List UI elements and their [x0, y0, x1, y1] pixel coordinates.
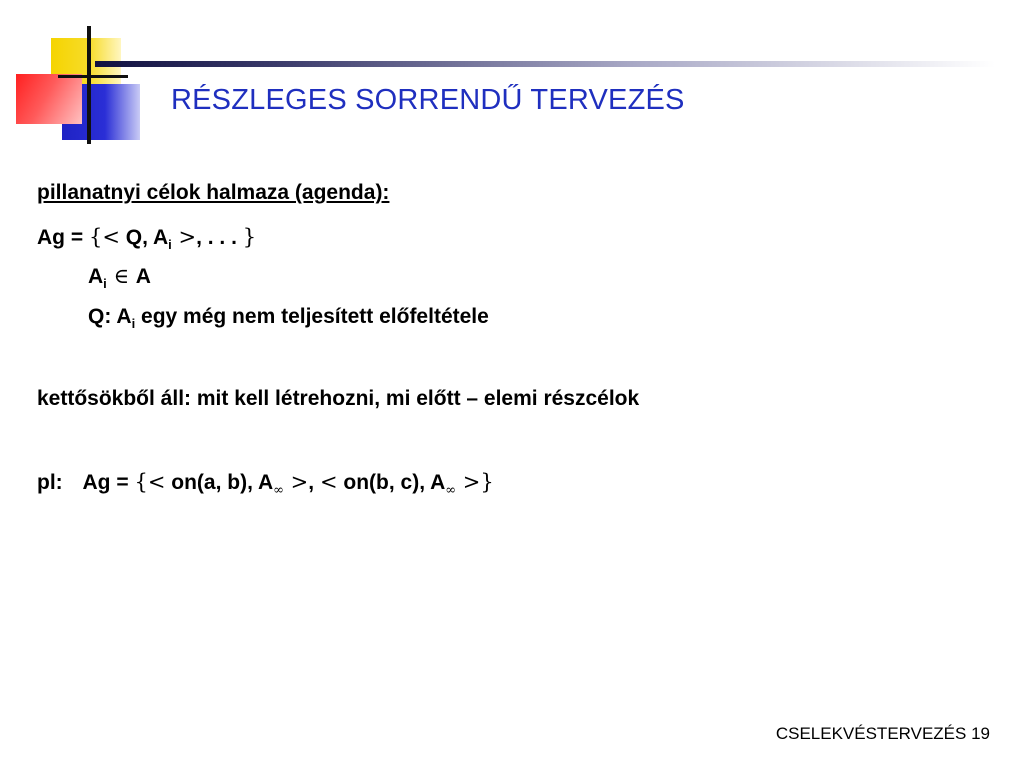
q-and-a: Q, A — [119, 226, 169, 249]
infinity-subscript: ∞ — [273, 483, 284, 498]
less-than-symbol: < — [319, 470, 338, 494]
agenda-definition — [37, 225, 256, 257]
logo-decoration — [0, 0, 160, 150]
greater-than-symbol: > — [456, 470, 481, 494]
close-brace: } — [480, 470, 494, 494]
logo-red-square — [16, 74, 82, 124]
ellipsis-text: , . . . — [196, 226, 243, 249]
logo-horizontal-line — [58, 75, 128, 78]
q-prefix: Q: A — [88, 305, 132, 328]
ag-prefix: Ag = — [37, 226, 89, 249]
slide-footer: CSELEKVÉSTERVEZÉS 19 — [775, 724, 990, 743]
open-brace: { — [134, 470, 148, 494]
close-brace: } — [242, 225, 257, 249]
set-a: A — [135, 265, 151, 288]
open-brace: { — [88, 225, 103, 249]
example-pair-1: on(a, b), A — [165, 471, 274, 494]
subscript-i: i — [168, 237, 172, 252]
example-line — [37, 470, 494, 503]
title-rule — [95, 61, 995, 67]
slide-title: RÉSZLEGES SORRENDŰ TERVEZÉS — [171, 84, 685, 116]
less-than-symbol: < — [102, 225, 120, 249]
q-description-line — [88, 305, 489, 336]
less-than-symbol: < — [147, 470, 166, 494]
comma: , — [308, 471, 320, 494]
subscript-i: i — [103, 276, 107, 291]
subscript-i: i — [131, 316, 136, 331]
agenda-heading: pillanatnyi célok halmaza (agenda): — [37, 181, 390, 204]
element-of-symbol: ∈ — [106, 264, 136, 288]
logo-vertical-line — [87, 26, 91, 144]
infinity-subscript: ∞ — [445, 483, 457, 498]
example-label: pl: — [37, 471, 63, 494]
greater-than-symbol: > — [283, 470, 309, 494]
example-pair-2: on(b, c), A — [337, 471, 446, 494]
pairs-description: kettősökből áll: mit kell létrehozni, mi előtt – elemi részcélok — [37, 387, 640, 410]
q-explanation: egy még nem teljesített előfeltétele — [135, 305, 489, 328]
greater-than-symbol: > — [171, 225, 197, 249]
ai-membership-line — [88, 264, 151, 296]
a-letter: A — [88, 265, 104, 288]
example-ag: Ag = — [82, 471, 135, 494]
